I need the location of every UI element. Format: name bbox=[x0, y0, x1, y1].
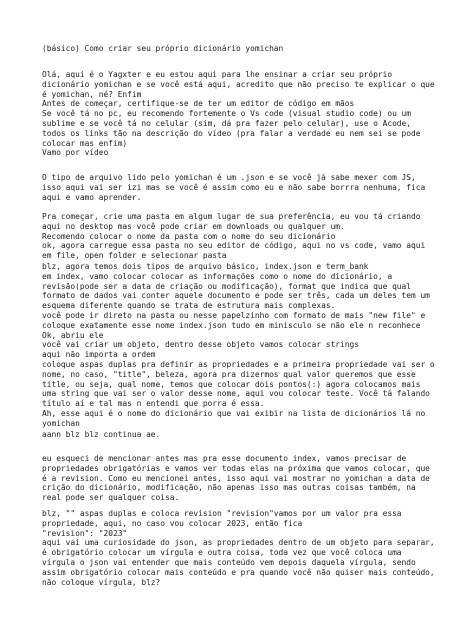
intro-paragraph bbox=[42, 70, 452, 158]
text-line: nome, no caso, "title", beleza, agora pra dizermos qual valor queremos que esse bbox=[42, 369, 416, 379]
text-line: todos os links tão na descrição do vídeo (pra falar a verdade eu nem sei se pode bbox=[42, 128, 421, 138]
text-line: aqui vai uma curiosidade do json, as propriedades dentro de um objeto para separar, bbox=[42, 538, 435, 548]
text-line: Ah, esse aqui é o nome do dicionário que vai exibir na lista de dicionários lá no bbox=[42, 408, 426, 418]
text-line: ok, agora carregue essa pasta no seu editor de código, aqui no vs code, vamo aqui bbox=[42, 241, 426, 251]
text-line: em file, open folder e selecionar pasta bbox=[42, 251, 227, 261]
file-type-paragraph bbox=[42, 173, 452, 202]
text-line: é yomichan, né? Enfim bbox=[42, 89, 142, 99]
text-line: esquema diferente quando se trata de estrutura mais complexas. bbox=[42, 301, 336, 311]
text-line: propriedades obrigatórias e vamos ver todas elas na próxima que vamos colocar, que bbox=[42, 463, 430, 473]
text-line: Se você tá no pc, eu recomendo fortemente o Vs code (visual studio code) ou um bbox=[42, 109, 411, 119]
text-line: aqui não importa a ordem bbox=[42, 350, 156, 360]
text-line: propriedade, aqui, no caso vou colocar 2023, então fica bbox=[42, 518, 303, 528]
text-line: coloque exatamente esse nome index.json tudo em minisculo se não ele n reconhece bbox=[42, 320, 421, 330]
text-line: blz, agora temos dois tipos de arquivo básico, index.json e term_bank bbox=[42, 262, 369, 271]
index-json-paragraph bbox=[42, 262, 452, 429]
text-line: aqui no desktop mas você pode criar em downloads ou qualquer um. bbox=[42, 221, 345, 231]
text-line: você vai criar um objeto, dentro desse objeto vamos colocar strings bbox=[42, 340, 359, 350]
text-line: em index, vamo colocar colocar as informações como o nome do dicionário, a bbox=[42, 271, 393, 281]
text-line: é obrigatório colocar um vírgula e outra coisa, toda vez que você coloca uma bbox=[42, 548, 402, 558]
text-line: título aí e tal mas n entendi que porra é essa. bbox=[42, 399, 265, 409]
setup-paragraph bbox=[42, 212, 452, 261]
text-line: eu esqueci de mencionar antes mas pra esse documento index, vamos precisar de bbox=[42, 454, 407, 463]
text-line: isso aqui vai ser izi mas se você é assim como eu e não sabe borrra nenhuma, fica bbox=[42, 182, 426, 192]
revision-paragraph bbox=[42, 454, 452, 503]
text-line: Antes de começar, certifique-se de ter um editor de código em mãos bbox=[42, 99, 355, 109]
text-line: coloque aspas duplas pra definir as propriedades e a primeira propriedade vai ser o bbox=[42, 359, 435, 369]
text-line: é a revision. Como eu mencionei antes, isso aqui vai mostrar no yomichan a data de bbox=[42, 473, 430, 483]
text-line: colocar mas enfim) bbox=[42, 138, 128, 148]
text-line: Ok, abriu ele bbox=[42, 330, 104, 340]
text-line: dicionário yomichan e se você está aqui, acredito que não preciso te explicar o que bbox=[42, 79, 435, 89]
text-line: formato de dados vai conter aquele documento e pode ser três, cada um deles tem um bbox=[42, 291, 430, 301]
text-line: você pode ir direto na pasta ou nesse papelzinho com formato de mais "new file" e bbox=[42, 310, 426, 320]
text-line: aann blz blz continua ae. bbox=[42, 430, 161, 439]
text-line: title, ou seja, qual nome, temos que colocar dois pontos(:) agora colocamos mais bbox=[42, 379, 421, 389]
text-line: Olá, aqui é o Yagxter e eu estou aqui para lhe ensinar a criar seu próprio bbox=[42, 70, 393, 79]
text-line: blz, "" aspas duplas e coloca revision "revision"vamos por um valor pra essa bbox=[42, 509, 402, 518]
text-line: Recomendo colocar o nome da pasta com o nome do seu dicionário bbox=[42, 231, 336, 241]
document-title bbox=[42, 44, 452, 54]
text-line: O tipo de arquivo lido pelo yomichan é um .json e se você já sabe mexer com JS, bbox=[42, 173, 416, 182]
text-line: real pode ser qualquer coisa. bbox=[42, 493, 180, 503]
continue-paragraph bbox=[42, 430, 452, 440]
text-line: não coloque vírgula, blz? bbox=[42, 577, 161, 587]
text-line: "revision": "2023" bbox=[42, 528, 128, 538]
text-line: uma string que vai ser o valor desse nome, aqui vou colocar teste. Você tá falando bbox=[42, 389, 430, 399]
text-line: Vamo por vídeo bbox=[42, 148, 109, 158]
text-line: sublime e se você tá no celular (sim, dá pra fazer pelo celular), use o Acode, bbox=[42, 118, 411, 128]
text-line: Pra começar, crie uma pasta em algum lugar de sua preferência, eu vou tá criando bbox=[42, 212, 421, 221]
text-line: assim obrigatório colocar mais conteúdo e pra quando você não quiser mais conteúdo, bbox=[42, 567, 435, 577]
title-line: (básico) Como criar seu próprio dicionário yomichan bbox=[42, 44, 284, 53]
text-line: crição do dicionário, modificação, não apenas isso mas outras coisas também, na bbox=[42, 483, 416, 493]
text-line: yomichan bbox=[42, 418, 80, 428]
comma-paragraph bbox=[42, 509, 452, 587]
text-line: vírgula o json vai entender que mais conteúdo vem depois daquela vírgula, sendo bbox=[42, 557, 416, 567]
text-line: revisão(pode ser a data de criação ou modificação), format que indica que qual bbox=[42, 281, 411, 291]
text-line: aqui e vamo aprender. bbox=[42, 192, 142, 202]
